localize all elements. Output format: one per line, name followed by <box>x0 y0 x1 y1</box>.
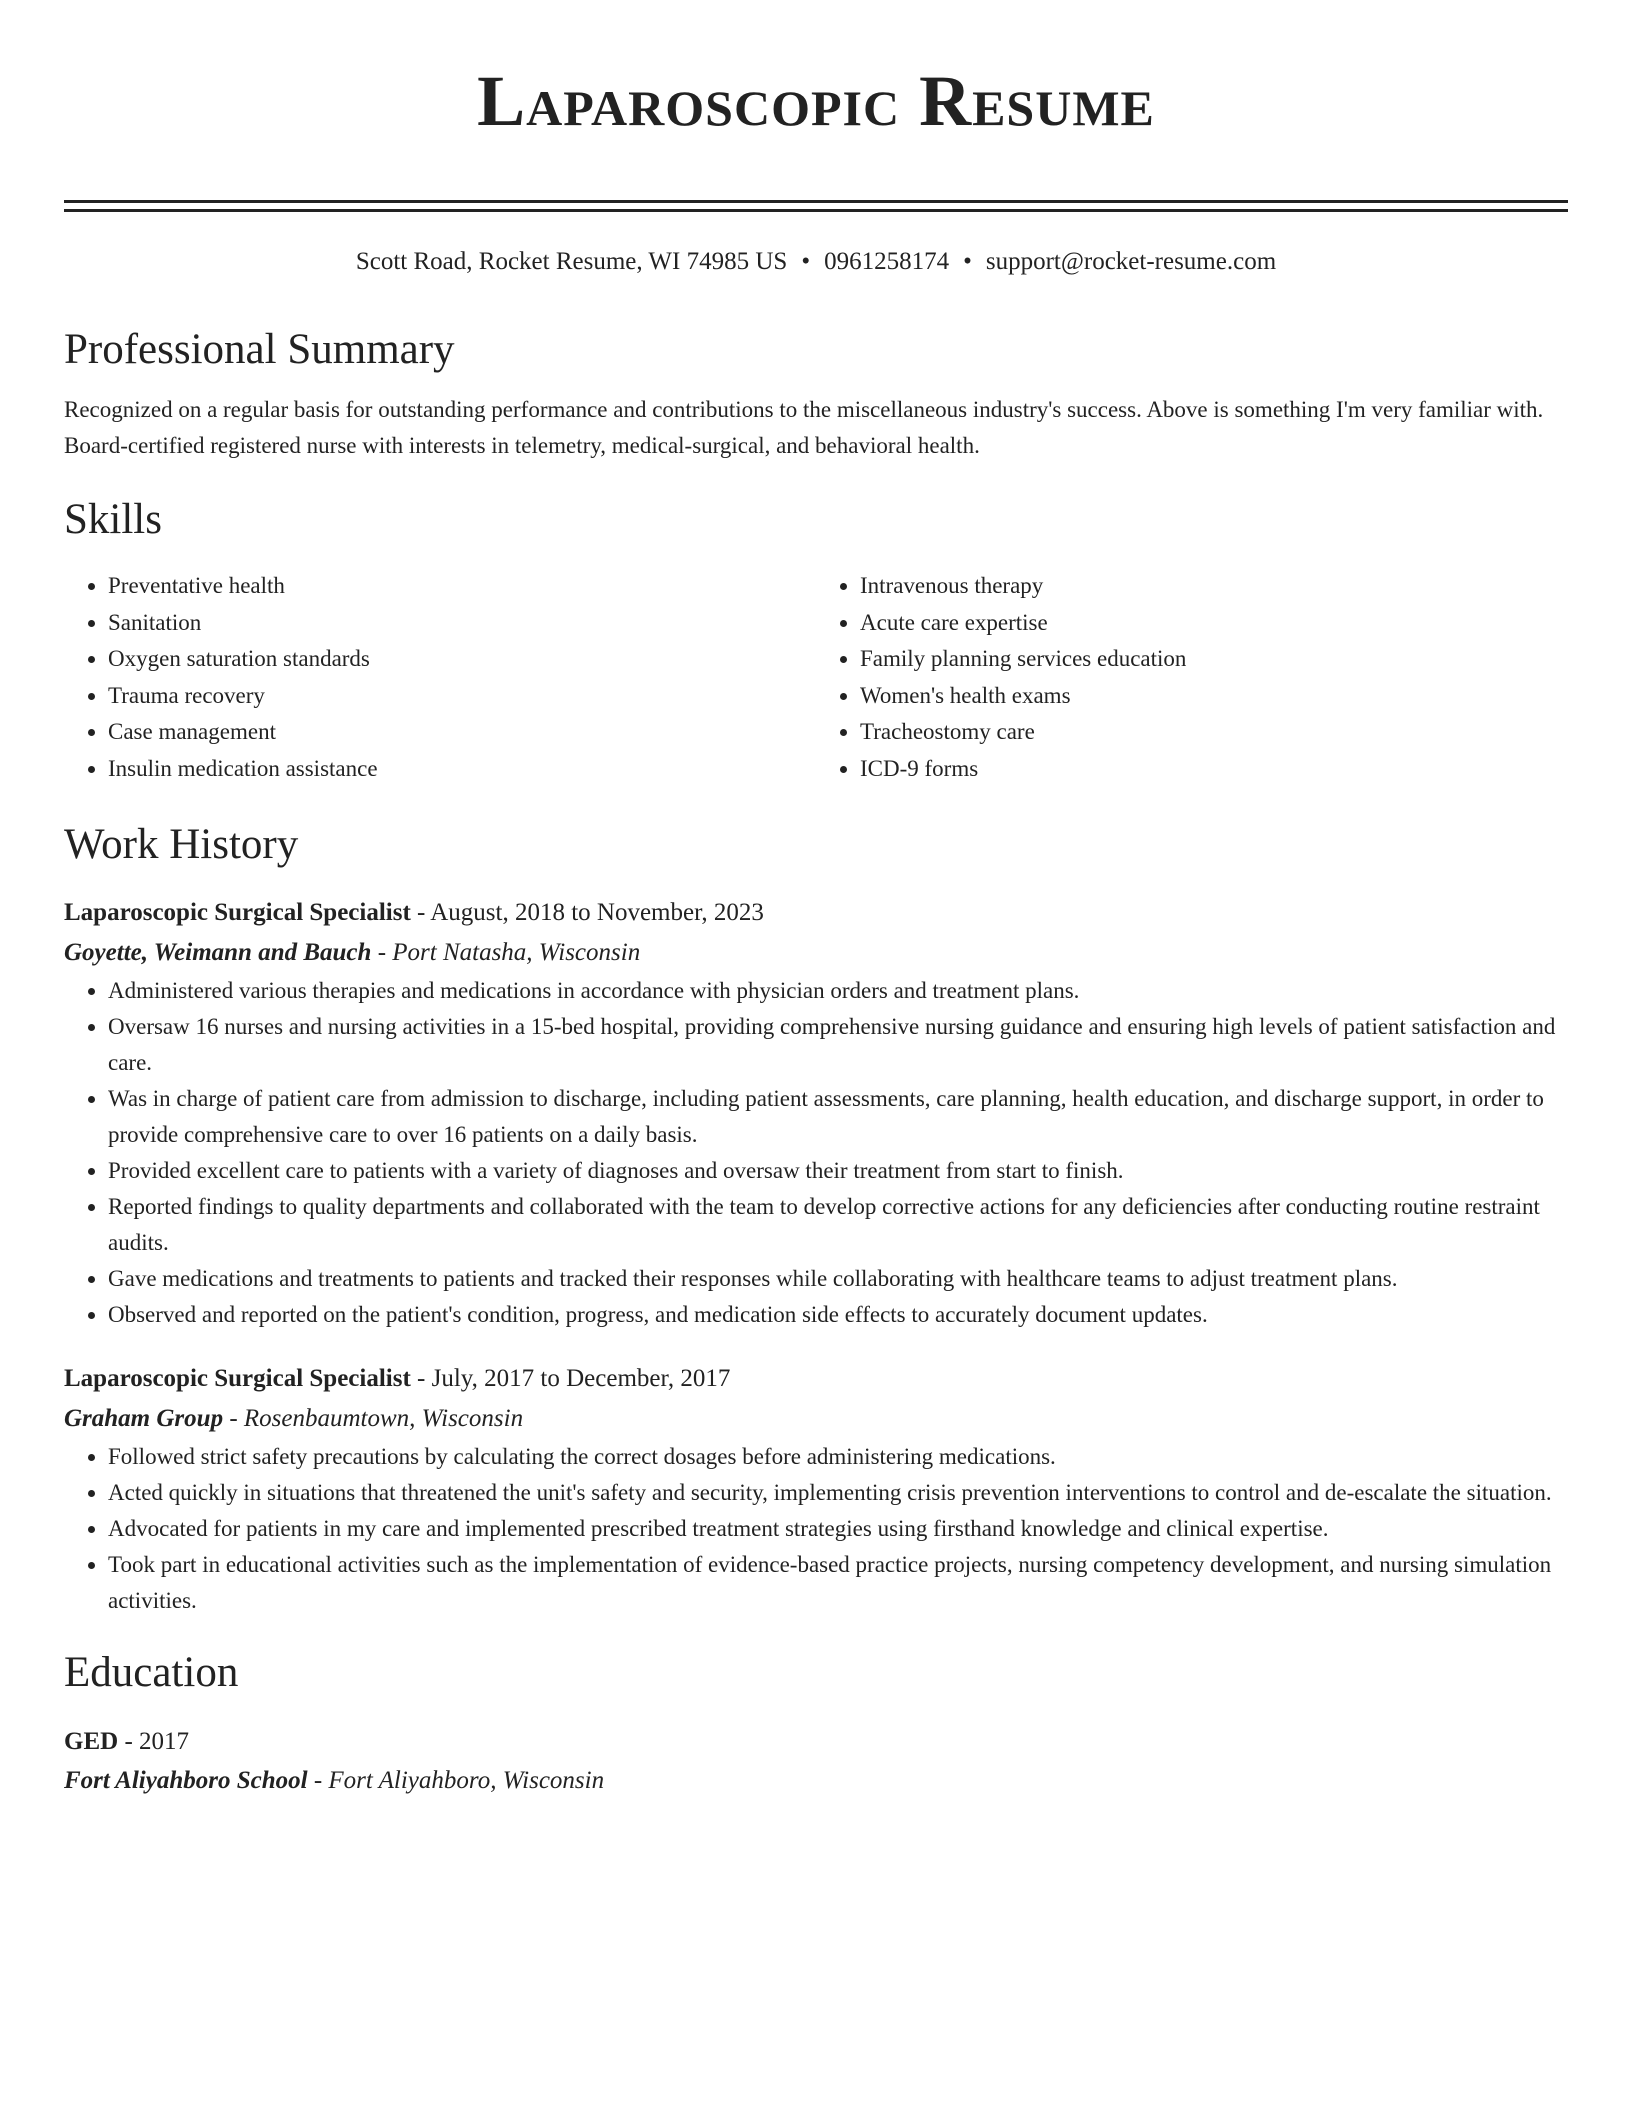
work-history-heading: Work History <box>64 821 299 868</box>
duty-item: • Reported findings to quality departments and collaborated with the team to develop corrective actions for any deficiencies after conducting routine restraint audits. <box>108 1189 1568 1261</box>
job-entry <box>64 893 1568 1333</box>
skill-item: • Preventative health <box>108 568 816 605</box>
job-header <box>64 893 1568 933</box>
education-degree: GED <box>64 1728 119 1755</box>
duty-item: • Administered various therapies and medications in accordance with physician orders and treatment plans. <box>108 973 1568 1009</box>
skill-item: • ICD-9 forms <box>860 751 1568 788</box>
skill-item: • Tracheostomy care <box>860 714 1568 751</box>
skill-item: • Case management <box>108 714 816 751</box>
skill-item: • Intravenous therapy <box>860 568 1568 605</box>
job-duties <box>64 973 1568 1333</box>
contact-separator: • <box>801 248 811 275</box>
job-duties <box>64 1439 1568 1619</box>
job-company: Goyette, Weimann and Bauch <box>64 939 372 966</box>
duty-item: • Gave medications and treatments to patients and tracked their responses while collaborating with healthcare teams to adjust treatment plans. <box>108 1261 1568 1297</box>
skill-item: • Insulin medication assistance <box>108 751 816 788</box>
skills-list <box>64 568 1568 787</box>
job-dates: - July, 2017 to December, 2017 <box>410 1365 731 1392</box>
duty-item: • Acted quickly in situations that threatened the unit's safety and security, implementing crisis prevention interventions to control and de-escalate the situation. <box>108 1475 1568 1511</box>
duty-item: • Followed strict safety precautions by calculating the correct dosages before administering medications. <box>108 1439 1568 1475</box>
resume-title: Laparoscopic Resume <box>477 61 1155 141</box>
duty-item: • Advocated for patients in my care and implemented prescribed treatment strategies using firsthand knowledge and clinical expertise. <box>108 1511 1568 1547</box>
contact-phone: 0961258174 <box>824 248 950 275</box>
skills-column-left <box>64 568 816 787</box>
job-location: - Rosenbaumtown, Wisconsin <box>223 1405 524 1432</box>
job-company: Graham Group <box>64 1405 224 1432</box>
summary-text: Recognized on a regular basis for outstanding performance and contributions to the miscellaneous industry's success. Above is something I'm very familiar with. Board-certified registered nurse with interests in telemetry, medical-surgical, and behavioral health. <box>64 397 1544 458</box>
duty-item: • Was in charge of patient care from admission to discharge, including patient assessments, care planning, health education, and discharge support, in order to provide comprehensive care to over 16 patients on a daily basis. <box>108 1081 1568 1153</box>
skill-item: • Oxygen saturation standards <box>108 641 816 678</box>
education-school-line <box>64 1761 1568 1801</box>
contact-email: support@rocket-resume.com <box>985 248 1277 275</box>
skills-heading: Skills <box>64 496 162 543</box>
contact-address: Scott Road, Rocket Resume, WI 74985 US <box>355 248 788 275</box>
skill-item: • Women's health exams <box>860 678 1568 715</box>
education-year: - 2017 <box>118 1728 190 1755</box>
job-entry <box>64 1359 1568 1619</box>
education-degree-line <box>64 1723 1568 1761</box>
skill-item: • Trauma recovery <box>108 678 816 715</box>
duty-item: • Oversaw 16 nurses and nursing activities in a 15-bed hospital, providing comprehensive nursing guidance and ensuring high levels of patient satisfaction and care. <box>108 1009 1568 1081</box>
duty-item: • Provided excellent care to patients with a variety of diagnoses and oversaw their treatment from start to finish. <box>108 1153 1568 1189</box>
job-employer <box>64 1399 1568 1439</box>
job-dates: - August, 2018 to November, 2023 <box>410 899 764 926</box>
title-divider <box>64 200 1568 212</box>
duty-item: • Took part in educational activities such as the implementation of evidence-based practice projects, nursing competency development, and nursing simulation activities. <box>108 1547 1568 1619</box>
job-role: Laparoscopic Surgical Specialist <box>64 899 411 926</box>
education-heading: Education <box>64 1649 239 1696</box>
skill-item: • Acute care expertise <box>860 605 1568 642</box>
job-header <box>64 1359 1568 1399</box>
skill-item: • Sanitation <box>108 605 816 642</box>
education-location: - Fort Aliyahboro, Wisconsin <box>307 1767 605 1794</box>
contact-line <box>64 246 1568 278</box>
job-location: - Port Natasha, Wisconsin <box>371 939 641 966</box>
contact-separator: • <box>963 248 972 275</box>
education-school: Fort Aliyahboro School <box>64 1767 308 1794</box>
duty-item: • Observed and reported on the patient's condition, progress, and medication side effects to accurately document updates. <box>108 1297 1568 1333</box>
skill-item: • Family planning services education <box>860 641 1568 678</box>
job-role: Laparoscopic Surgical Specialist <box>64 1365 411 1392</box>
skills-column-right <box>816 568 1568 787</box>
summary-heading: Professional Summary <box>64 326 455 373</box>
job-employer <box>64 933 1568 973</box>
